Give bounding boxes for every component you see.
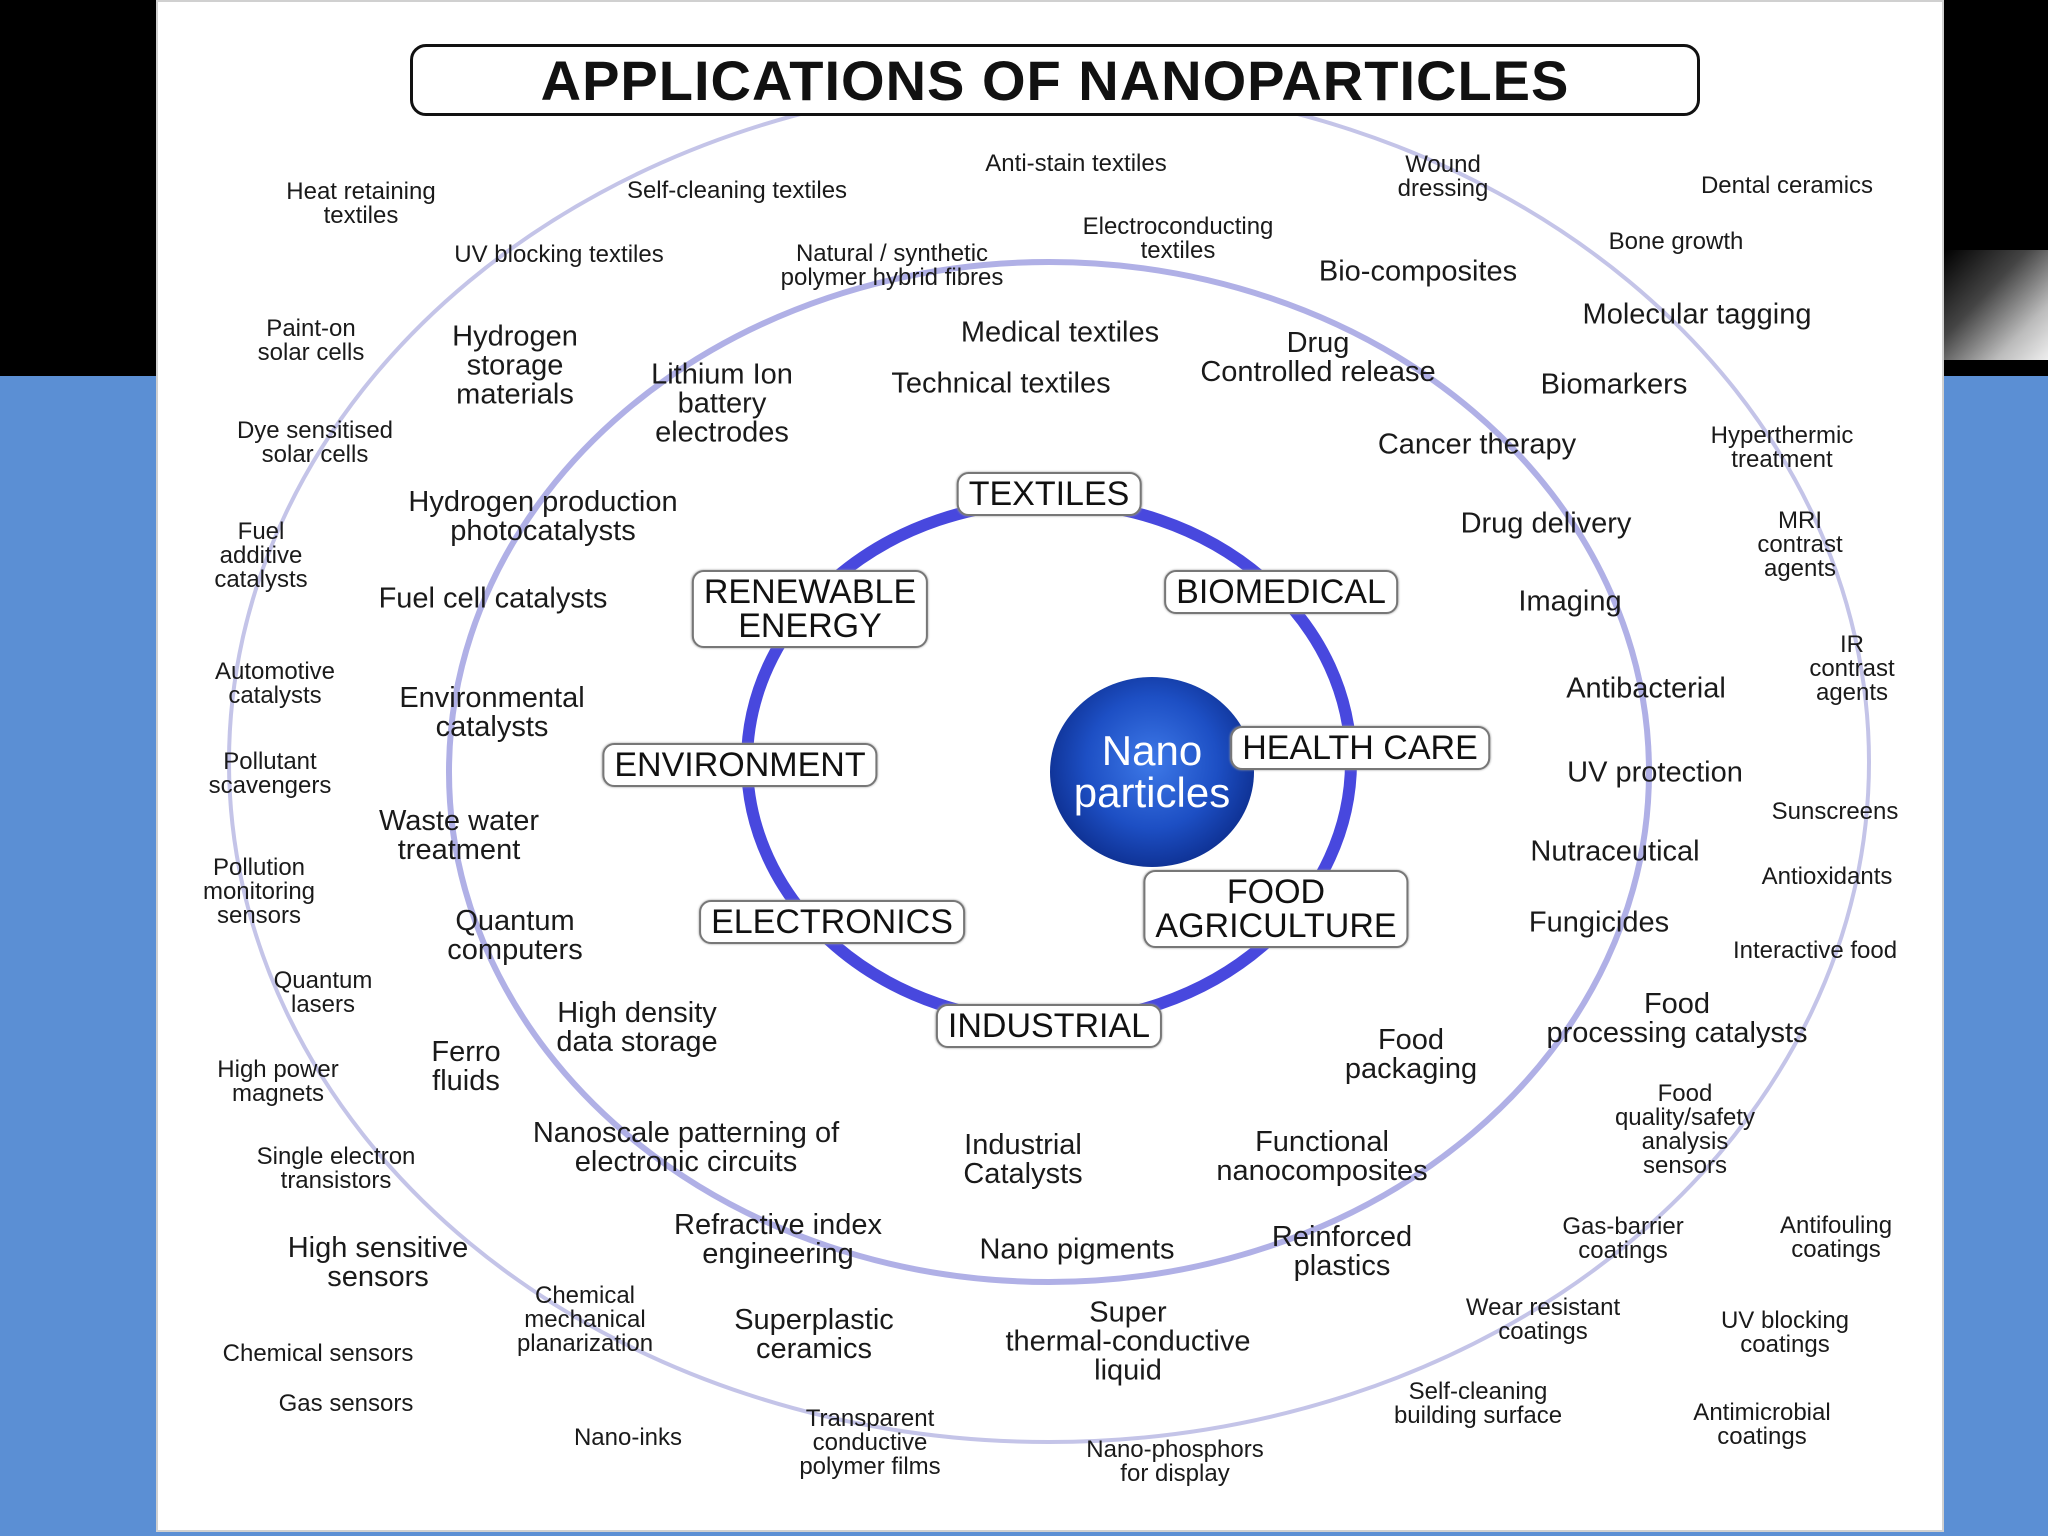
app-label: Antimicrobial coatings xyxy=(1693,1399,1831,1450)
app-label: Refractive index engineering xyxy=(674,1209,882,1270)
app-label: Antibacterial xyxy=(1566,672,1726,705)
app-label: Sunscreens xyxy=(1771,798,1899,825)
app-label: Automotive catalysts xyxy=(214,658,336,709)
app-label: Fungicides xyxy=(1528,906,1670,939)
app-label: Nano-phosphors for display xyxy=(1086,1436,1264,1487)
app-label: Industrial Catalysts xyxy=(963,1129,1083,1190)
sector-environment: ENVIRONMENT xyxy=(602,743,877,787)
sector-renewable-energy: RENEWABLE ENERGY xyxy=(692,570,928,648)
app-label: Chemical sensors xyxy=(222,1340,414,1367)
app-label: Reinforced plastics xyxy=(1271,1221,1413,1282)
app-label: Food packaging xyxy=(1344,1024,1478,1085)
app-label: Waste water treatment xyxy=(378,805,540,866)
app-label: Drug delivery xyxy=(1460,507,1632,540)
sector-food-agriculture: FOOD AGRICULTURE xyxy=(1143,870,1408,948)
center-node xyxy=(1050,677,1254,867)
app-label: UV blocking coatings xyxy=(1720,1307,1850,1358)
app-label: Antifouling coatings xyxy=(1779,1212,1893,1263)
app-label: Imaging xyxy=(1518,585,1622,618)
sector-biomedical: BIOMEDICAL xyxy=(1164,570,1398,614)
app-label: Ferro fluids xyxy=(431,1036,501,1097)
background-sheen xyxy=(1943,250,2048,360)
app-label: Self-cleaning building surface xyxy=(1393,1378,1563,1429)
app-label: Drug Controlled release xyxy=(1200,327,1436,388)
app-label: Hydrogen storage materials xyxy=(452,320,578,411)
app-label: Self-cleaning textiles xyxy=(626,177,848,204)
app-label: Interactive food xyxy=(1732,937,1898,964)
app-label: Wound dressing xyxy=(1397,151,1489,202)
app-label: Superplastic ceramics xyxy=(734,1304,894,1365)
app-label: Natural / synthetic polymer hybrid fibres xyxy=(780,240,1004,291)
app-label: Molecular tagging xyxy=(1582,298,1812,331)
app-label: Nutraceutical xyxy=(1530,835,1700,868)
app-label: High sensitive sensors xyxy=(287,1232,469,1293)
app-label: Transparent conductive polymer films xyxy=(799,1405,941,1480)
app-label: Paint-on solar cells xyxy=(257,315,365,366)
app-label: Pollution monitoring sensors xyxy=(202,854,316,929)
app-label: Technical textiles xyxy=(891,367,1111,400)
app-label: Food quality/safety analysis sensors xyxy=(1614,1080,1756,1179)
sector-textiles: TEXTILES xyxy=(957,472,1142,516)
app-label: Gas-barrier coatings xyxy=(1562,1213,1684,1264)
app-label: Nano-inks xyxy=(573,1424,683,1451)
app-label: UV protection xyxy=(1567,756,1743,789)
app-label: Wear resistant coatings xyxy=(1465,1294,1621,1345)
app-label: Antioxidants xyxy=(1761,863,1893,890)
center-label: Nano particles xyxy=(1073,727,1231,816)
app-label: Pollutant scavengers xyxy=(208,748,332,799)
app-label: Dental ceramics xyxy=(1700,172,1874,199)
app-label: Food processing catalysts xyxy=(1546,988,1808,1049)
app-label: Functional nanocomposites xyxy=(1216,1126,1428,1187)
app-label: High density data storage xyxy=(556,997,718,1058)
app-label: Quantum lasers xyxy=(273,967,373,1018)
app-label: Chemical mechanical planarization xyxy=(516,1282,654,1357)
app-label: Anti-stain textiles xyxy=(985,150,1167,177)
app-label: Electroconducting textiles xyxy=(1082,213,1274,264)
app-label: Cancer therapy xyxy=(1377,428,1577,461)
app-label: Dye sensitised solar cells xyxy=(236,417,394,468)
app-label: Nano pigments xyxy=(979,1233,1175,1266)
app-label: Single electron transistors xyxy=(256,1143,416,1194)
app-label: Nanoscale patterning of electronic circuits xyxy=(532,1117,840,1178)
app-label: Hydrogen production photocatalysts xyxy=(408,486,678,547)
app-label: Quantum computers xyxy=(447,905,583,966)
app-label: Hyperthermic treatment xyxy=(1710,422,1854,473)
app-label: UV blocking textiles xyxy=(454,241,664,268)
app-label: Bio-composites xyxy=(1318,255,1518,288)
app-label: Bone growth xyxy=(1608,228,1744,255)
app-label: MRI contrast agents xyxy=(1757,507,1843,582)
app-label: Heat retaining textiles xyxy=(286,178,436,229)
app-label: Fuel additive catalysts xyxy=(214,518,308,593)
app-label: Environmental catalysts xyxy=(399,682,585,743)
app-label: IR contrast agents xyxy=(1809,631,1895,706)
diagram-panel xyxy=(156,0,1944,1532)
sector-electronics: ELECTRONICS xyxy=(699,900,965,944)
sector-health-care: HEALTH CARE xyxy=(1230,726,1490,770)
app-label: Gas sensors xyxy=(278,1390,414,1417)
app-label: Super thermal-conductive liquid xyxy=(1005,1296,1251,1387)
app-label: High power magnets xyxy=(217,1056,339,1107)
app-label: Lithium Ion battery electrodes xyxy=(651,358,793,449)
sector-industrial: INDUSTRIAL xyxy=(936,1004,1162,1048)
app-label: Fuel cell catalysts xyxy=(378,582,608,615)
app-label: Biomarkers xyxy=(1540,368,1688,401)
app-label: Medical textiles xyxy=(960,316,1160,349)
page-title: APPLICATIONS OF NANOPARTICLES xyxy=(410,44,1700,116)
